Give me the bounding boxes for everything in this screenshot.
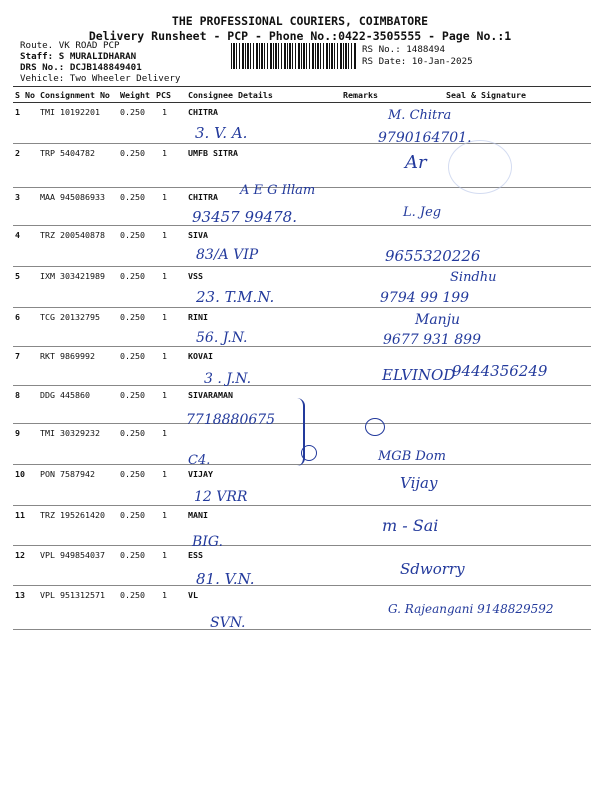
handwritten-phone: 9794 99 199 — [380, 290, 470, 306]
table-row — [13, 465, 591, 506]
cell-weight: 0.250 — [118, 308, 154, 347]
column-header: Remarks — [341, 87, 381, 103]
delivery-stamp — [448, 140, 512, 194]
cell-pcs: 1 — [154, 424, 186, 465]
cell-sno: 5 — [13, 267, 38, 308]
cell-sno: 3 — [13, 188, 38, 226]
staff-name: S MURALIDHARAN — [58, 51, 137, 62]
handwritten-address: 12 VRR — [194, 489, 248, 505]
cell-weight: 0.250 — [118, 586, 154, 630]
cell-sno: 7 — [13, 347, 38, 386]
cell-pcs: 1 — [154, 386, 186, 424]
cell-sno: 6 — [13, 308, 38, 347]
cell-cno: TMI 30329232 — [38, 424, 118, 465]
cell-pcs: 1 — [154, 144, 186, 188]
cell-remarks — [341, 308, 381, 347]
cell-sno: 2 — [13, 144, 38, 188]
cell-consignee: UMFB SITRA — [186, 144, 341, 188]
cell-remarks — [341, 226, 381, 267]
column-header: Consignee Details — [186, 87, 341, 103]
cell-signature — [381, 386, 591, 424]
company-title: THE PROFESSIONAL COURIERS, COIMBATORE — [171, 14, 429, 28]
handwritten-signature: MGB Dom — [378, 449, 446, 464]
column-header: Consignment No — [38, 87, 118, 103]
handwritten-address: 3 . J.N. — [204, 371, 252, 387]
cell-remarks — [341, 144, 381, 188]
handwritten-signature: Manju — [415, 312, 461, 328]
cell-cno: PON 7587942 — [38, 465, 118, 506]
cell-cno: TRZ 195261420 — [38, 506, 118, 546]
cell-weight: 0.250 — [118, 347, 154, 386]
cell-remarks — [341, 188, 381, 226]
cell-consignee: ESS — [186, 546, 341, 586]
handwritten-circle-2 — [365, 418, 385, 436]
cell-weight: 0.250 — [118, 144, 154, 188]
table-header-row — [13, 87, 591, 103]
cell-pcs: 1 — [154, 506, 186, 546]
cell-pcs: 1 — [154, 586, 186, 630]
route-label: Route. VK ROAD PCP — [20, 40, 120, 51]
rs-date: RS Date: 10-Jan-2025 — [362, 56, 473, 67]
cell-weight: 0.250 — [118, 267, 154, 308]
cell-cno: MAA 945086933 — [38, 188, 118, 226]
cell-consignee: KOVAI — [186, 347, 341, 386]
drs-label: DRS No.: — [20, 62, 65, 73]
staff-label: Staff: — [20, 51, 54, 62]
cell-remarks — [341, 267, 381, 308]
handwritten-signature: Ar — [405, 152, 427, 173]
handwritten-signature: m - Sai — [382, 516, 439, 535]
cell-cno: TCG 20132795 — [38, 308, 118, 347]
cell-weight: 0.250 — [118, 226, 154, 267]
cell-sno: 11 — [13, 506, 38, 546]
column-header: Weight — [118, 87, 154, 103]
cell-remarks — [341, 347, 381, 386]
handwritten-phone: 9790164701. — [378, 130, 472, 146]
cell-sno: 8 — [13, 386, 38, 424]
table-row — [13, 546, 591, 586]
table-row — [13, 226, 591, 267]
handwritten-address: 83/A VIP — [196, 247, 259, 263]
cell-cno: VPL 951312571 — [38, 586, 118, 630]
rs-number: RS No.: 1488494 — [362, 44, 445, 55]
cell-weight: 0.250 — [118, 188, 154, 226]
cell-pcs: 1 — [154, 103, 186, 144]
cell-pcs: 1 — [154, 226, 186, 267]
cell-sno: 1 — [13, 103, 38, 144]
column-header: S No — [13, 87, 38, 103]
handwritten-signature: 9655320226 — [385, 247, 481, 265]
table-row — [13, 308, 591, 347]
handwritten-address: SVN. — [210, 615, 246, 631]
drs-number: DCJB148849401 — [69, 62, 142, 73]
drs-line — [20, 62, 142, 73]
handwritten-phone: 9677 931 899 — [383, 332, 481, 348]
cell-weight: 0.250 — [118, 546, 154, 586]
cell-remarks — [341, 586, 381, 630]
cell-remarks — [341, 465, 381, 506]
barcode — [231, 43, 357, 69]
cell-consignee: SIVARAMAN — [186, 386, 341, 424]
handwritten-address: 93457 99478. — [192, 208, 297, 226]
handwritten-address: 81. V.N. — [196, 570, 255, 588]
handwritten-signature: ELVINOD — [382, 366, 456, 384]
table-row — [13, 506, 591, 546]
cell-weight: 0.250 — [118, 424, 154, 465]
handwritten-address: 56. J.N. — [196, 330, 248, 346]
cell-cno: VPL 949854037 — [38, 546, 118, 586]
handwritten-signature: G. Rajeangani 9148829592 — [388, 602, 554, 616]
handwritten-signature: Sdworry — [400, 560, 465, 578]
cell-pcs: 1 — [154, 308, 186, 347]
cell-consignee: MANI — [186, 506, 341, 546]
cell-sno: 9 — [13, 424, 38, 465]
handwritten-signature: M. Chitra — [388, 108, 452, 123]
cell-cno: DDG 445860 — [38, 386, 118, 424]
cell-remarks — [341, 103, 381, 144]
handwritten-address: 7718880675 — [186, 412, 276, 428]
column-header: PCS — [154, 87, 186, 103]
cell-remarks — [341, 506, 381, 546]
cell-consignee: VSS — [186, 267, 341, 308]
staff-line — [20, 51, 136, 62]
runsheet-subtitle: Delivery Runsheet - PCP - Phone No.:0422-3505555 - Page No.:1 — [88, 29, 512, 43]
cell-cno: TRZ 200540878 — [38, 226, 118, 267]
handwritten-address: C4. — [188, 453, 211, 468]
table-row — [13, 103, 591, 144]
cell-weight: 0.250 — [118, 465, 154, 506]
cell-pcs: 1 — [154, 188, 186, 226]
column-header: Seal & Signature — [381, 87, 591, 103]
cell-cno: IXM 303421989 — [38, 267, 118, 308]
cell-consignee: SIVA — [186, 226, 341, 267]
handwritten-circle — [301, 445, 317, 461]
cell-consignee: RINI — [186, 308, 341, 347]
cell-sno: 12 — [13, 546, 38, 586]
cell-consignee: CHITRA — [186, 103, 341, 144]
handwritten-signature: L. Jeg — [403, 205, 442, 220]
cell-consignee: VIJAY — [186, 465, 341, 506]
cell-weight: 0.250 — [118, 103, 154, 144]
cell-pcs: 1 — [154, 546, 186, 586]
cell-consignee: VL — [186, 586, 341, 630]
cell-pcs: 1 — [154, 267, 186, 308]
cell-weight: 0.250 — [118, 386, 154, 424]
handwritten-note: A E G Illam — [240, 183, 316, 198]
handwritten-signature: Vijay — [400, 474, 438, 492]
table-row — [13, 267, 591, 308]
vehicle-label: Vehicle: Two Wheeler Delivery — [20, 73, 181, 84]
cell-weight: 0.250 — [118, 506, 154, 546]
handwritten-address: 3. V. A. — [195, 124, 248, 142]
handwritten-phone: 9444356249 — [452, 362, 548, 380]
cell-pcs: 1 — [154, 465, 186, 506]
cell-sno: 13 — [13, 586, 38, 630]
cell-pcs: 1 — [154, 347, 186, 386]
cell-sno: 10 — [13, 465, 38, 506]
handwritten-signature: Sindhu — [450, 270, 497, 285]
cell-remarks — [341, 546, 381, 586]
cell-consignee: CHITRA — [186, 188, 341, 226]
cell-cno: TMI 10192201 — [38, 103, 118, 144]
handwritten-address: 23. T.M.N. — [196, 288, 275, 306]
cell-sno: 4 — [13, 226, 38, 267]
handwritten-address: BIG. — [192, 534, 223, 550]
cell-cno: TRP 5404782 — [38, 144, 118, 188]
cell-cno: RKT 9869992 — [38, 347, 118, 386]
